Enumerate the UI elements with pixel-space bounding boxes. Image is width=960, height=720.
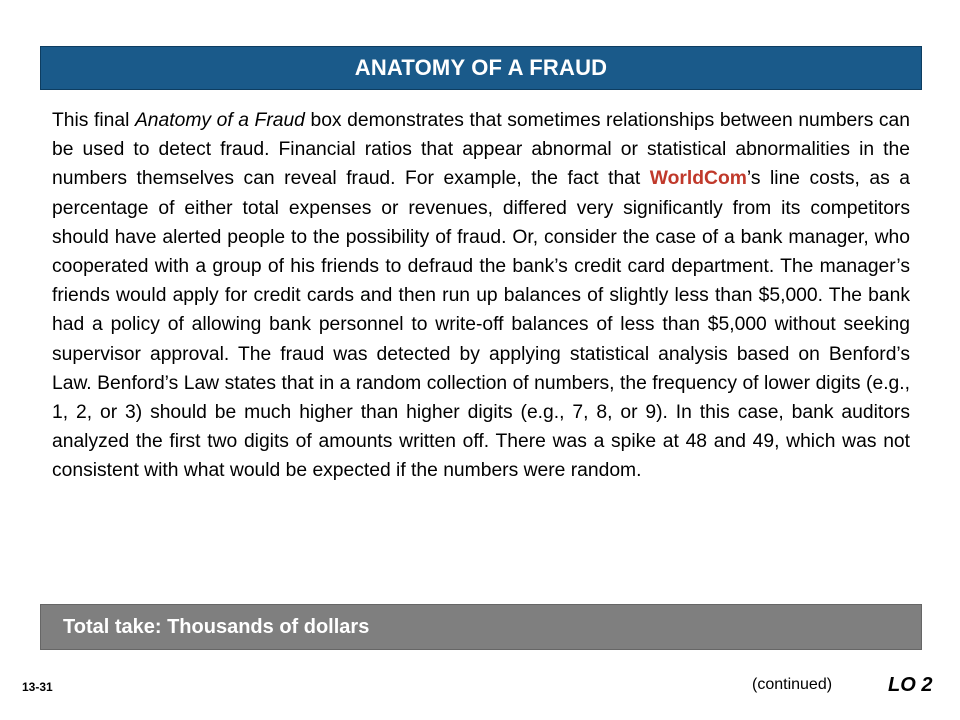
body-text-part3: ’s line costs, as a percentage of either total expenses or revenues, differed very significantly from its competitors should have alerted people to the possibility of fraud. Or, consider the case of a bank manager, who cooperated with a group of his friends to defraud the bank’s credit card department. The manager’s friends would apply for credit cards and then run up balances of slightly less than $5,000. The bank had a policy of allowing bank personnel to write-off balances of less than $5,000 without seeking supervisor approval. The fraud was detected by applying statistical analysis based on Benford’s Law. Benford’s Law states that in a random collection of numbers, the frequency of lower digits (e.g., 1, 2, or 3) should be much higher than higher digits (e.g., 7, 8, or 9). In this case, bank auditors analyzed the first two digits of amounts written off. There was a spike at 48 and 49, which was not consistent with what would be expected if the numbers were random. (52, 168, 910, 482)
body-paragraph (52, 106, 910, 486)
body-text-part1: This final (52, 110, 135, 131)
continued-label: (continued) (752, 676, 833, 693)
page-title: ANATOMY OF A FRAUD (354, 55, 608, 80)
header-bar (40, 46, 922, 90)
body-italic-phrase: Anatomy of a Fraud (134, 110, 305, 131)
slide-number: 13-31 (22, 680, 53, 694)
total-take-label: Total take: Thousands of dollars (63, 615, 370, 638)
learning-objective-label: LO 2 (888, 674, 933, 696)
total-take-bar (40, 604, 922, 650)
company-highlight: WorldCom (649, 168, 747, 190)
body-text-part2: box demonstrates that sometimes relationships between numbers can be used to detect fraud. Financial ratios that appear abnormal or statistical abnormalities in the numbers themselves can reveal fraud. For example, the fact that (52, 110, 910, 190)
